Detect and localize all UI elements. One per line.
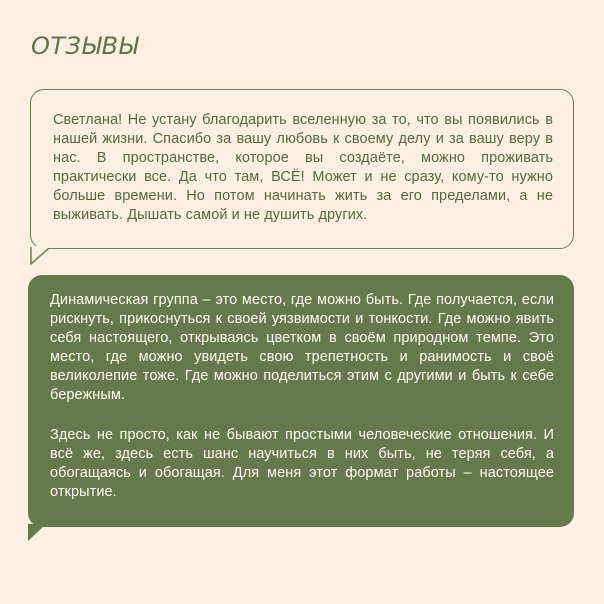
speech-tail-filled: [26, 524, 48, 542]
review-bubble-outline: [30, 89, 574, 249]
page-title: ОТЗЫВЫ: [31, 32, 139, 60]
review-paragraph: Здесь не просто, как не бывают простыми человеческие отношения. И всё же, здесь есть шанс научиться в них быть, не теряя себя, а обогащаясь и обогащая. Для меня этот формат работы – настоящее открытие.: [50, 427, 554, 500]
speech-tail-outline: [30, 247, 52, 265]
review-text: Светлана! Не устану благодарить вселенную за то, что вы появились в нашей жизни. Спасибо за вашу любовь к своему делу и за вашу веру в нас. В пространстве, которое вы создаёте, можно проживать практически все. Да что там, ВСЁ! Может и не сразу, кому-то нужно больше времени. Но потом начинать жить за его пределами, а не выживать. Дышать самой и не душить других.: [53, 112, 553, 223]
review-bubble-filled: [28, 275, 574, 527]
review-paragraph: Динамическая группа – это место, где можно быть. Где получается, если рискнуть, прикоснуться к своей уязвимости и тонкости. Где можно явить себя настоящего, открываясь цветком в своём природном темпе. Это место, где можно увидеть свою трепетность и ранимость и своё великолепие тоже. Где можно поделиться этим с другими и быть к себе бережным.: [50, 292, 554, 403]
